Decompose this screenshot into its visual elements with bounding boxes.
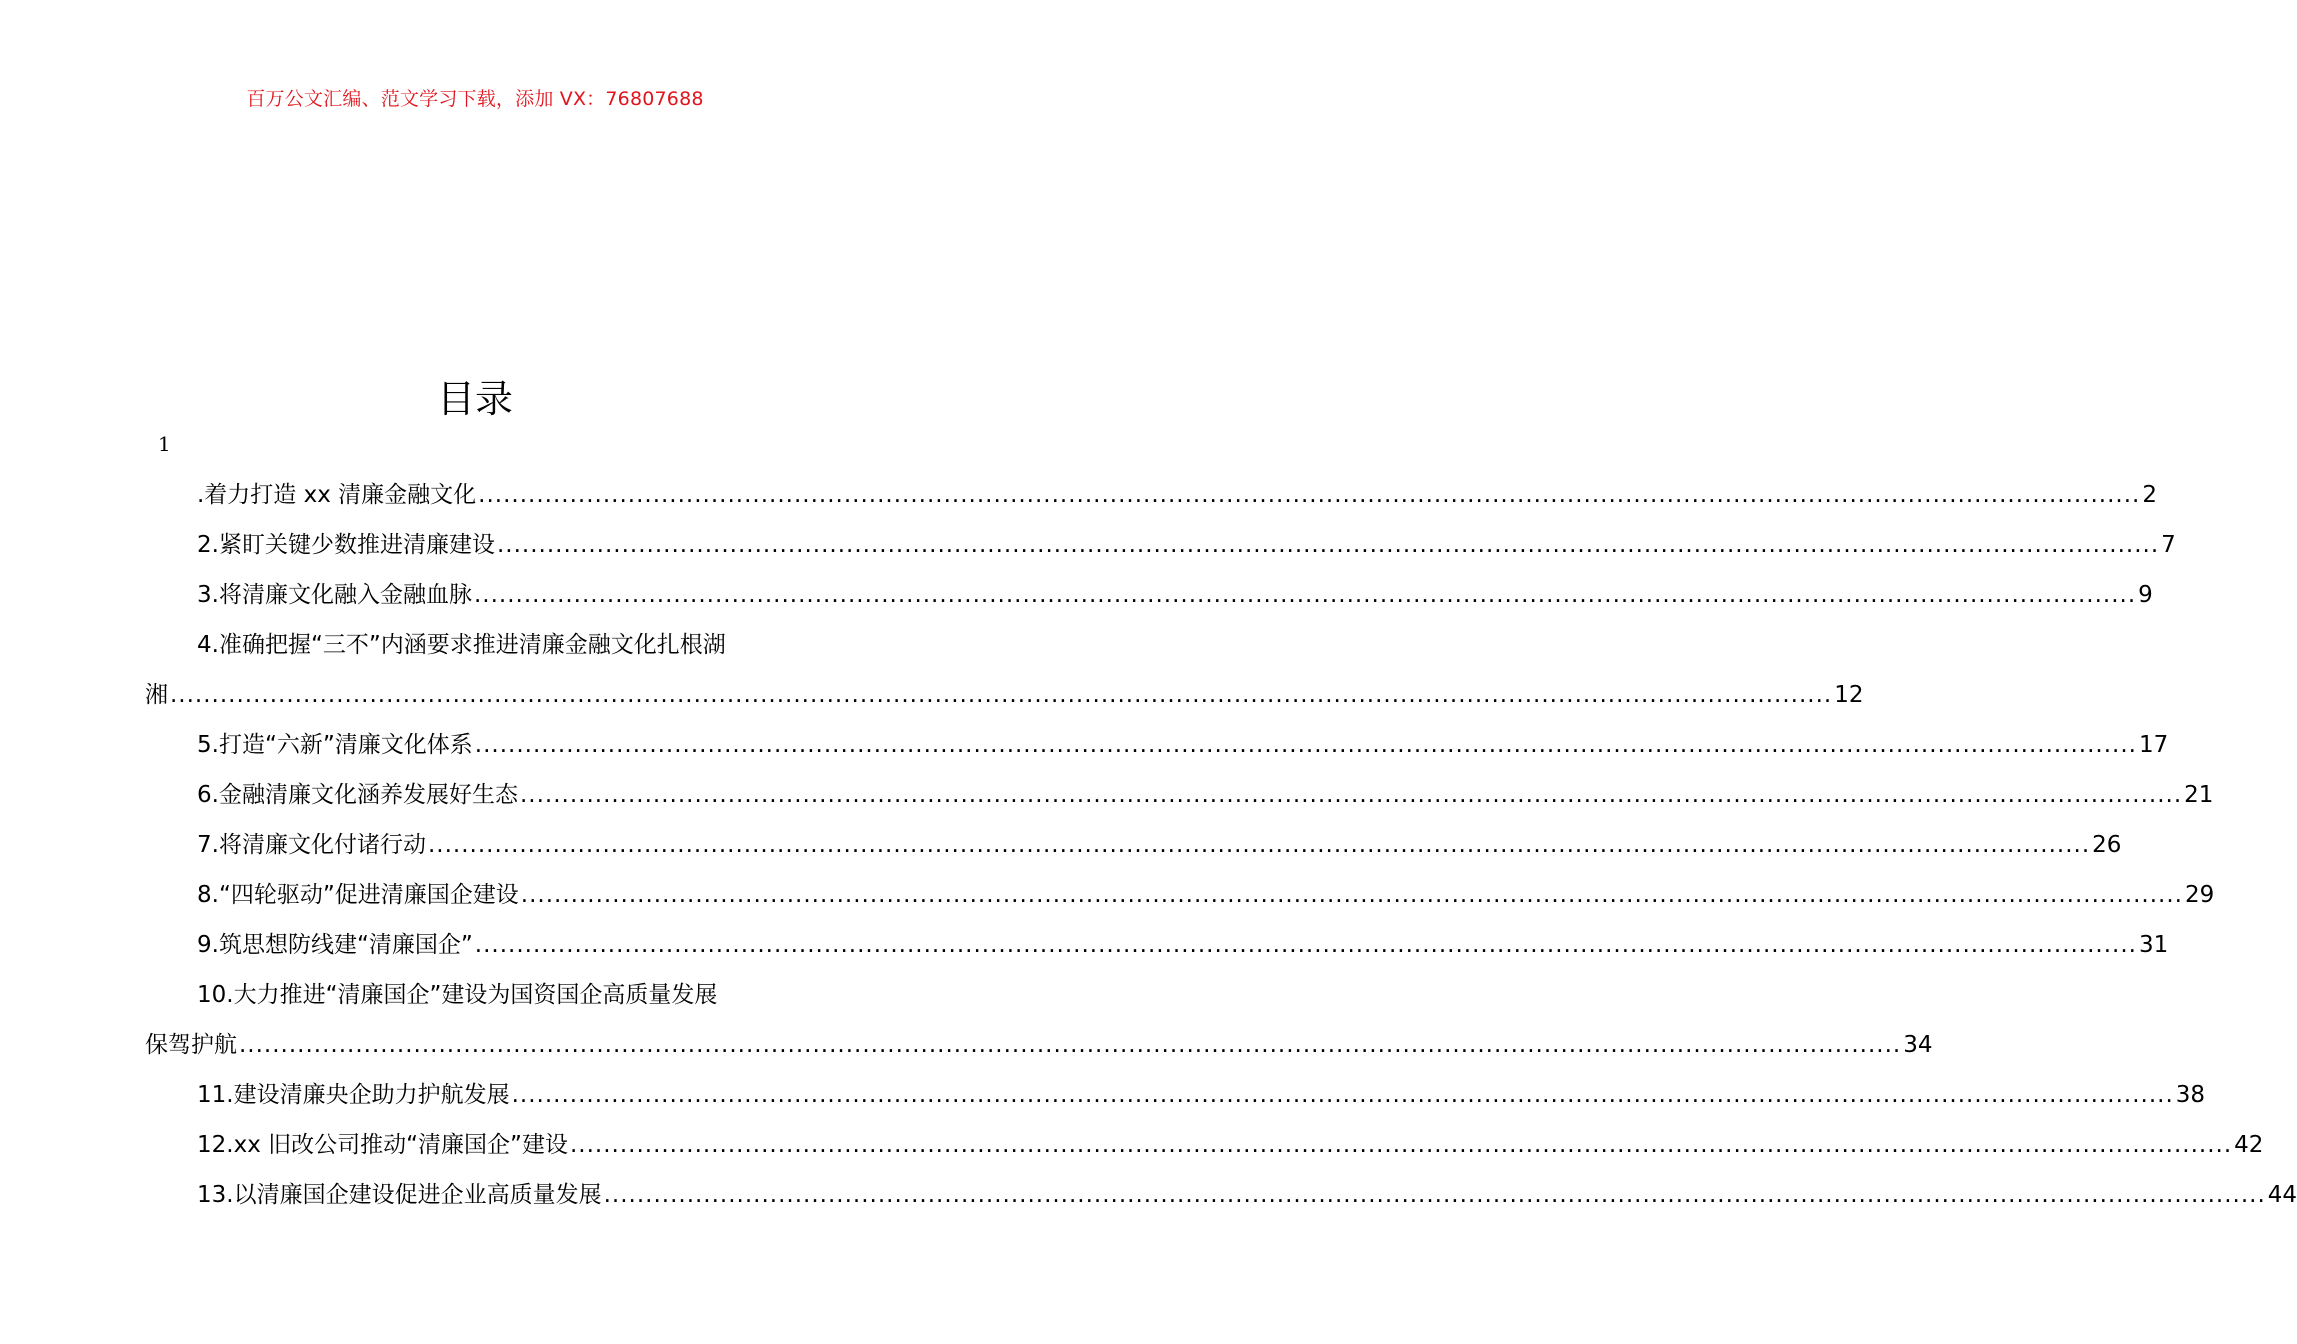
toc-entry-page: 42 [2234, 1132, 2264, 1158]
toc-entry-9[interactable] [145, 920, 2169, 970]
toc-leader-dots: ........................................................................................................................................................................................................ [496, 532, 2160, 558]
toc-leader-dots: ........................................................................................................................................................................................................ [569, 1132, 2233, 1158]
toc-entry-4-line2[interactable] [145, 670, 1864, 720]
toc-entry-label: .着力打造 xx 清廉金融文化 [197, 482, 477, 508]
toc-entry-12[interactable] [145, 1120, 2264, 1170]
toc-entry-label-cont: 湘 [145, 682, 168, 708]
toc-entry-label: 12.xx 旧改公司推动“清廉国企”建设 [197, 1132, 568, 1158]
toc-entry-10-line1[interactable] [145, 970, 805, 1020]
toc-leader-dots: ........................................................................................................................................................................................................ [473, 582, 2137, 608]
toc-leader-dots: ........................................................................................................................................................................................................ [520, 882, 2183, 908]
toc-leader-dots: ........................................................................................................................................................................................................ [474, 732, 2137, 758]
toc-entry-8[interactable] [145, 870, 2215, 920]
toc-entry-page: 44 [2267, 1182, 2297, 1208]
toc-entry-label: 3.将清廉文化融入金融血脉 [197, 582, 472, 608]
header-watermark-text: 百万公文汇编、范文学习下载，添加 VX：76807688 [246, 88, 704, 110]
toc-leader-dots: ........................................................................................................................................................................................................ [474, 932, 2137, 958]
toc-entry-page: 21 [2184, 782, 2214, 808]
toc-entry-page: 2 [2142, 482, 2158, 508]
toc-entry-5[interactable] [145, 720, 2169, 770]
toc-leader-dots: ........................................................................................................................................................................................................ [603, 1182, 2266, 1208]
toc-entry-label: 13.以清廉国企建设促进企业高质量发展 [197, 1182, 602, 1208]
toc-entry-7[interactable] [145, 820, 2122, 870]
toc-entry-3[interactable] [145, 570, 2153, 620]
toc-entry-13[interactable] [145, 1170, 2297, 1220]
toc-entry-1[interactable] [145, 470, 2158, 520]
toc-leader-dots: ........................................................................................................................................................................................................ [519, 782, 2183, 808]
toc-entry-4-line1[interactable] [145, 620, 805, 670]
toc-entry-label: 11.建设清廉央企助力护航发展 [197, 1082, 510, 1108]
page-number-marker: 1 [158, 432, 171, 456]
toc-entry-page: 31 [2139, 932, 2169, 958]
toc-leader-dots: ........................................................................................................................................................................................................ [170, 682, 1833, 708]
toc-leader-dots: ........................................................................................................................................................................................................ [478, 482, 2141, 508]
toc-entry-page: 7 [2161, 532, 2176, 558]
table-of-contents [145, 470, 2297, 1220]
toc-entry-label: 4.准确把握“三不”内涵要求推进清廉金融文化扎根湖 [197, 632, 726, 658]
toc-leader-dots: ........................................................................................................................................................................................................ [427, 832, 2091, 858]
toc-entry-label-cont: 保驾护航 [145, 1032, 237, 1058]
toc-entry-2[interactable] [145, 520, 2176, 570]
toc-entry-label: 9.筑思想防线建“清廉国企” [197, 932, 473, 958]
toc-entry-label: 5.打造“六新”清廉文化体系 [197, 732, 473, 758]
toc-entry-11[interactable] [145, 1070, 2206, 1120]
toc-entry-label: 7.将清廉文化付诸行动 [197, 832, 426, 858]
toc-entry-label: 2.紧盯关键少数推进清廉建设 [197, 532, 495, 558]
page-title: 目录 [436, 377, 513, 421]
toc-entry-page: 38 [2175, 1082, 2206, 1108]
toc-leader-dots: ........................................................................................................................................................................................................ [511, 1082, 2174, 1108]
toc-entry-page: 34 [1903, 1032, 1933, 1058]
toc-entry-page: 26 [2092, 832, 2122, 858]
toc-entry-page: 9 [2138, 582, 2153, 608]
toc-entry-label: 8.“四轮驱动”促进清廉国企建设 [197, 882, 519, 908]
toc-entry-page: 29 [2185, 882, 2215, 908]
toc-entry-10-line2[interactable] [145, 1020, 1933, 1070]
toc-entry-label: 6.金融清廉文化涵养发展好生态 [197, 782, 518, 808]
toc-entry-page: 17 [2139, 732, 2169, 758]
toc-entry-label: 10.大力推进“清廉国企”建设为国资国企高质量发展 [197, 982, 718, 1008]
toc-entry-6[interactable] [145, 770, 2214, 820]
toc-entry-page: 12 [1834, 682, 1864, 708]
toc-leader-dots: ........................................................................................................................................................................................................ [239, 1032, 1902, 1058]
